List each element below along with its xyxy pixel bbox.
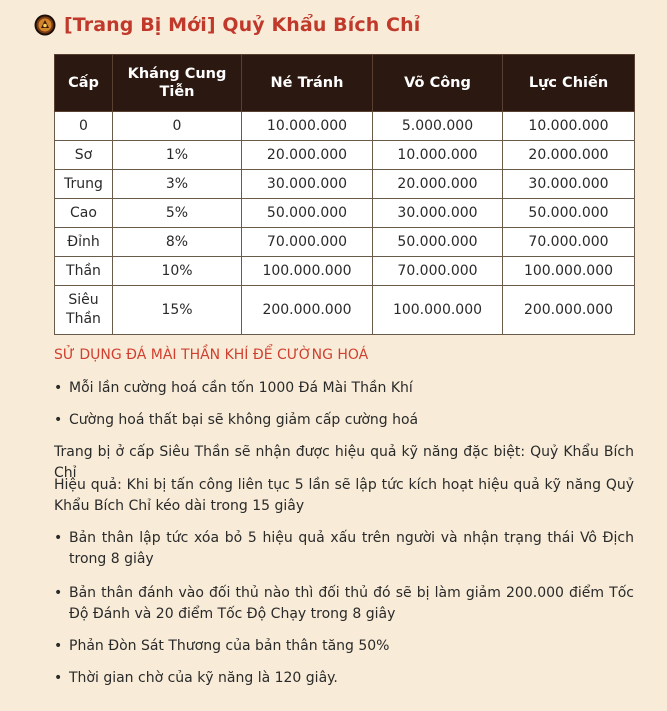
col-header-arrow-resist: Kháng Cung Tiễn — [113, 55, 242, 112]
table-cell: 30.000.000 — [503, 170, 635, 199]
table-cell: 15% — [113, 286, 242, 335]
table-cell: 100.000.000 — [373, 286, 503, 335]
effect-description: Hiệu quả: Khi bị tấn công liên tục 5 lần sẽ lập tức kích hoạt hiệu quả kỹ năng Quỷ Khẩu Bích Chỉ kéo dài trong 15 giây — [54, 477, 634, 514]
col-header-level: Cấp — [55, 55, 113, 112]
list-item — [54, 668, 634, 689]
col-header-martial: Võ Công — [373, 55, 503, 112]
table-cell: 0 — [113, 112, 242, 141]
bullet-dot: • — [54, 670, 63, 686]
table-cell: Trung — [55, 170, 113, 199]
upgrade-stats-table — [54, 54, 635, 335]
table-cell: Thần — [55, 257, 113, 286]
list-item-text: Cường hoá thất bại sẽ không giảm cấp cường hoá — [69, 412, 419, 428]
bullet-dot: • — [54, 412, 63, 428]
table-cell: 30.000.000 — [242, 170, 373, 199]
list-item-text: Mỗi lần cường hoá cần tốn 1000 Đá Mài Thần Khí — [69, 380, 413, 396]
table-cell: 30.000.000 — [373, 199, 503, 228]
table-cell: 70.000.000 — [373, 257, 503, 286]
list-item — [54, 583, 634, 625]
table-row — [55, 228, 635, 257]
table-cell: Cao — [55, 199, 113, 228]
table-cell: 70.000.000 — [242, 228, 373, 257]
list-item-text: Bản thân đánh vào đối thủ nào thì đối thủ đó sẽ bị làm giảm 200.000 điểm Tốc Độ Đánh và 20 điểm Tốc Độ Chạy trong 8 giây — [69, 585, 634, 622]
table-row — [55, 257, 635, 286]
table-cell: Đỉnh — [55, 228, 113, 257]
table-cell: Sơ — [55, 141, 113, 170]
bullet-dot: • — [54, 585, 63, 601]
bullet-dot: • — [54, 638, 63, 654]
bullet-dot: • — [54, 530, 63, 546]
table-cell: 50.000.000 — [503, 199, 635, 228]
table-cell: 8% — [113, 228, 242, 257]
table-row — [55, 199, 635, 228]
table-cell: 0 — [55, 112, 113, 141]
table-cell: 20.000.000 — [503, 141, 635, 170]
list-item — [54, 410, 634, 431]
table-cell: 20.000.000 — [373, 170, 503, 199]
table-cell: 100.000.000 — [503, 257, 635, 286]
bullet-dot: • — [54, 380, 63, 396]
table-row — [55, 141, 635, 170]
table-cell: 50.000.000 — [373, 228, 503, 257]
section-title: SỬ DỤNG ĐÁ MÀI THẦN KHÍ ĐỂ CƯỜNG HOÁ — [54, 347, 369, 363]
col-header-dodge: Né Tránh — [242, 55, 373, 112]
page-header — [34, 14, 420, 36]
table-cell: 200.000.000 — [503, 286, 635, 335]
table-cell: 10% — [113, 257, 242, 286]
table-cell: 3% — [113, 170, 242, 199]
table-cell: Siêu Thần — [55, 286, 113, 335]
special-skill-note: Trang bị ở cấp Siêu Thần sẽ nhận được hiệu quả kỹ năng đặc biệt: Quỷ Khẩu Bích Chỉ — [54, 444, 634, 481]
table-cell: 1% — [113, 141, 242, 170]
table-row — [55, 170, 635, 199]
table-cell: 10.000.000 — [503, 112, 635, 141]
list-item-text: Bản thân lập tức xóa bỏ 5 hiệu quả xấu trên người và nhận trạng thái Vô Địch trong 8 giây — [69, 530, 634, 567]
list-item-text: Phản Đòn Sát Thương của bản thân tăng 50% — [69, 638, 390, 654]
list-item — [54, 636, 634, 657]
table-cell: 5.000.000 — [373, 112, 503, 141]
table-cell: 100.000.000 — [242, 257, 373, 286]
table-cell: 10.000.000 — [242, 112, 373, 141]
page-title: [Trang Bị Mới] Quỷ Khẩu Bích Chỉ — [64, 14, 421, 36]
table-cell: 70.000.000 — [503, 228, 635, 257]
table-cell: 50.000.000 — [242, 199, 373, 228]
table-row — [55, 286, 635, 335]
table-row — [55, 112, 635, 141]
table-cell: 200.000.000 — [242, 286, 373, 335]
table-cell: 20.000.000 — [242, 141, 373, 170]
col-header-combat-power: Lực Chiến — [503, 55, 635, 112]
list-item — [54, 378, 634, 399]
table-cell: 5% — [113, 199, 242, 228]
emblem-icon — [34, 14, 56, 36]
table-cell: 10.000.000 — [373, 141, 503, 170]
list-item — [54, 528, 634, 570]
table-header-row — [55, 55, 635, 112]
list-item-text: Thời gian chờ của kỹ năng là 120 giây. — [69, 670, 338, 686]
